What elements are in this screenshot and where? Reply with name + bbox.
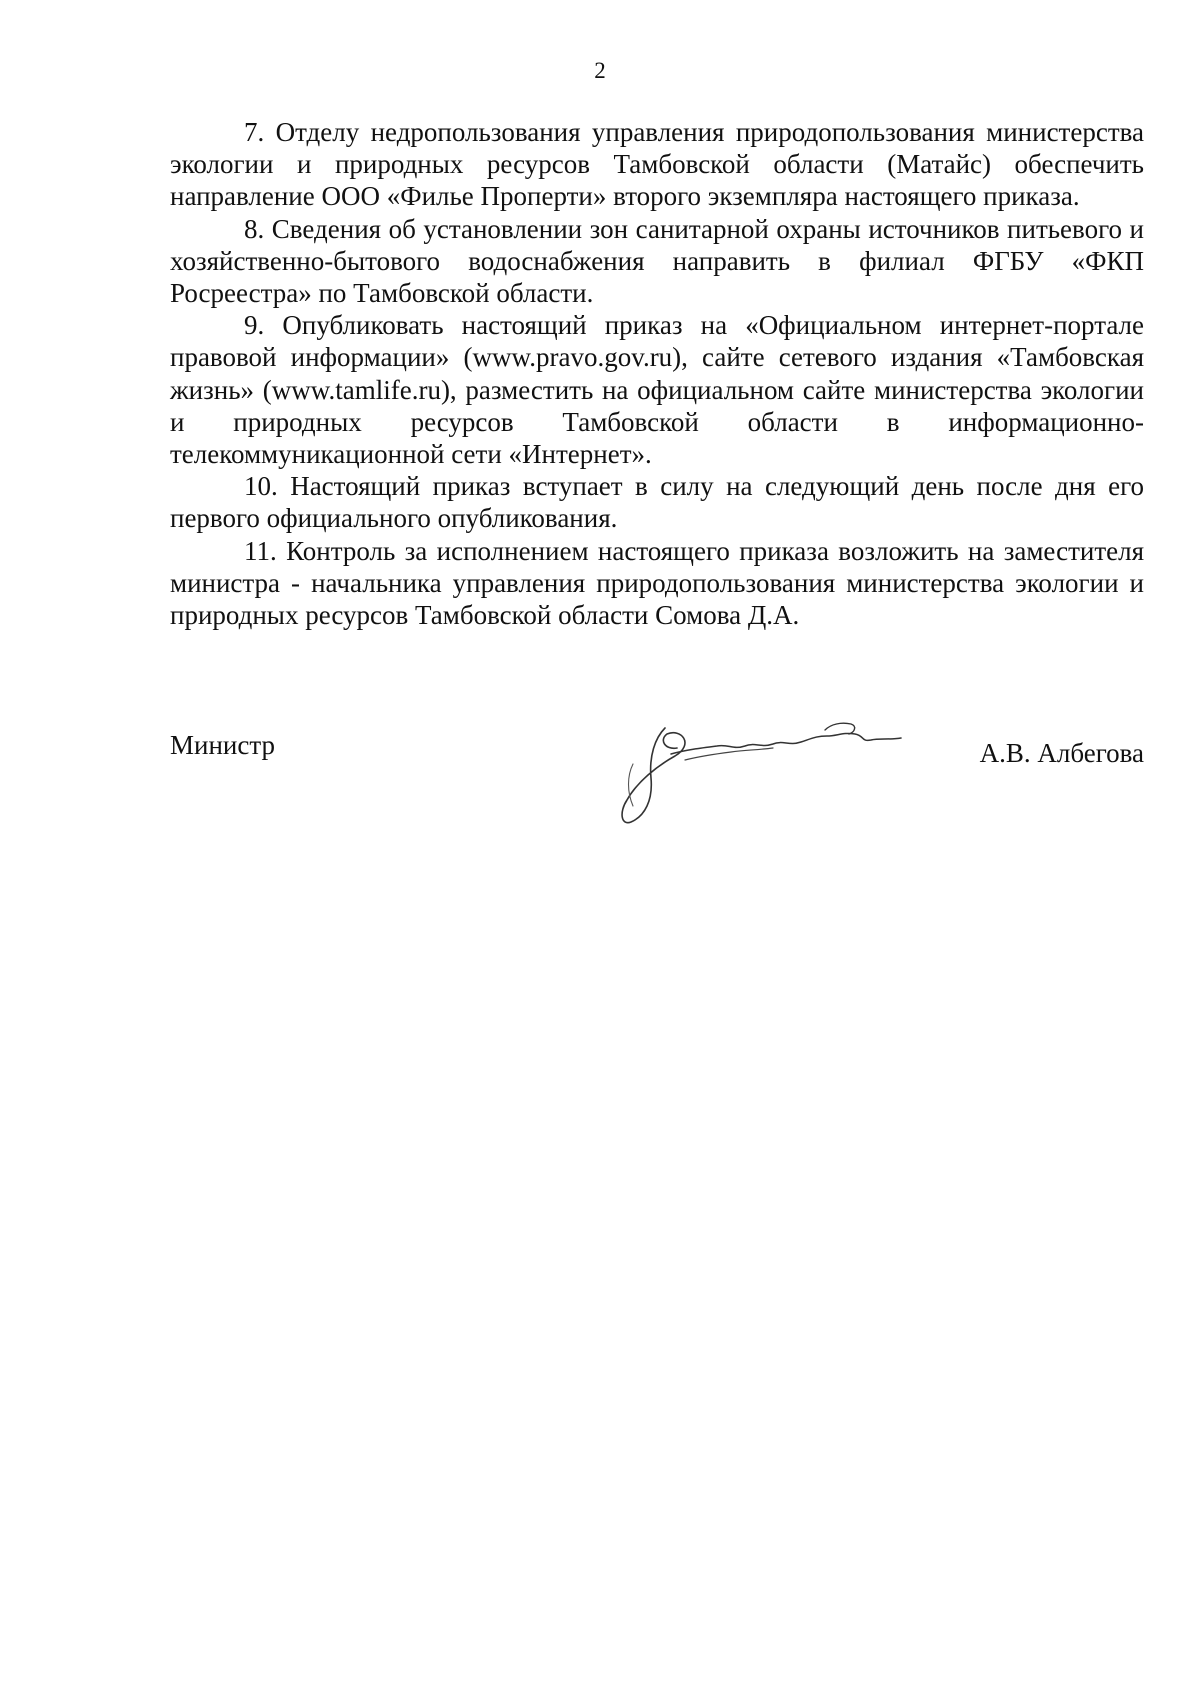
paragraph-item-8: 8. Сведения об установлении зон санитарной охраны источников питьевого и хозяйственно-бытового водоснабжения направить в филиал ФГБУ «ФКП Росреестра» по Тамбовской области. (170, 213, 1144, 309)
paragraph-item-10: 10. Настоящий приказ вступает в силу на следующий день после дня его первого официального опубликования. (170, 471, 1144, 534)
paragraph-item-9: 9. Опубликовать настоящий приказ на «Официальном интернет-портале правовой информации» (www.pravo.gov.ru), сайте сетевого издания «Тамбовская жизнь» (www.tamlife.ru), разместить на официальном сайте министерства экологии и природных ресурсов Тамбовской области в информационно-телекоммуникационной сети «Интернет». (170, 310, 1144, 470)
page-number: 2 (594, 58, 606, 83)
paragraph-item-11: 11. Контроль за исполнением настоящего приказа возложить на заместителя министра - начальника управления природопользования министерства экологии и природных ресурсов Тамбовской области Сомова Д.А. (170, 535, 1144, 631)
signature-block (170, 716, 1144, 826)
handwritten-signature (605, 716, 905, 826)
paragraph-item-7: 7. Отделу недропользования управления природопользования министерства экологии и природных ресурсов Тамбовской области (Матайс) обеспечить направление ООО «Филье Проперти» второго экземпляра настоящего приказа. (170, 117, 1144, 212)
signatory-position: Министр (170, 730, 275, 760)
document-body (170, 116, 1144, 631)
signatory-name: А.В. Албегова (979, 738, 1144, 768)
